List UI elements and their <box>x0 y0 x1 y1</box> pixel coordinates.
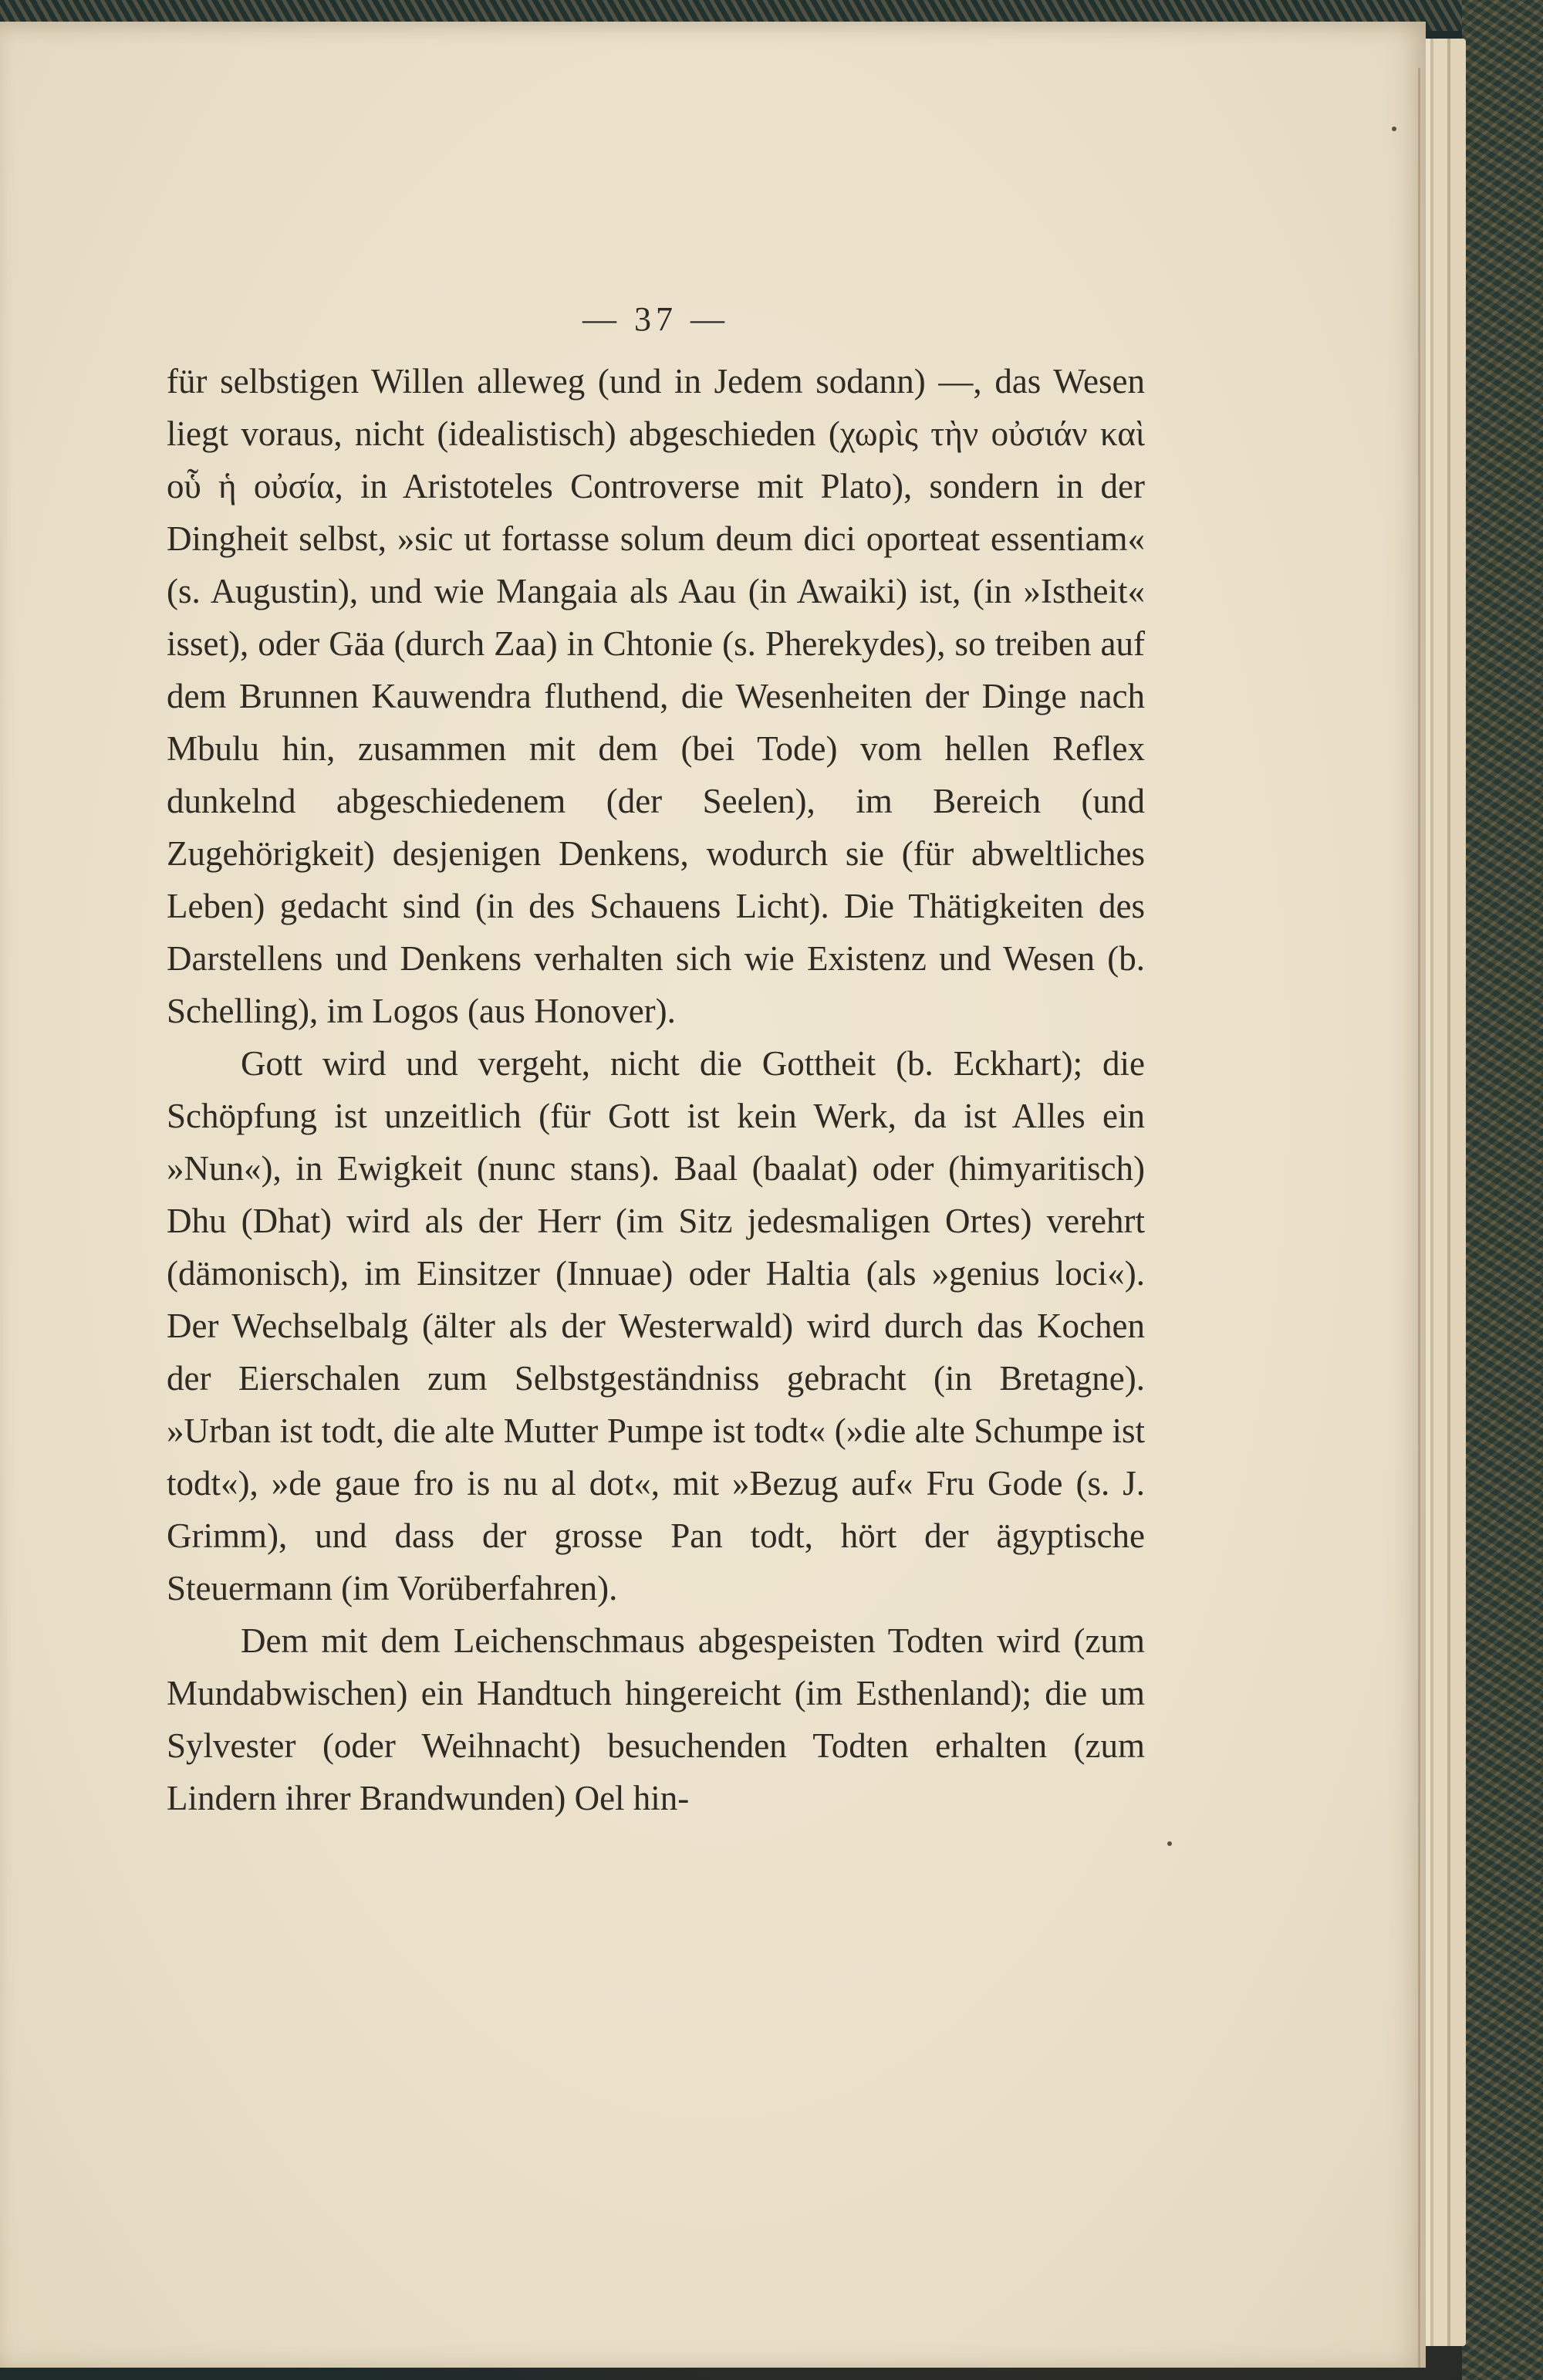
cover-edge-right <box>1462 0 1543 2380</box>
page-number: — 37 — <box>582 300 729 338</box>
ink-speck <box>1392 127 1396 131</box>
body-text <box>167 355 1145 1824</box>
page-fold-line <box>1418 68 1420 2368</box>
book-page <box>0 22 1426 2368</box>
paragraph-1: für selbstigen Willen alleweg (und in Jedem sodann) —, das Wesen liegt voraus, nicht (idealistisch) abgeschieden (χωρὶς τὴν οὐσιάν καὶ οὗ ἡ οὐσία, in Aristoteles Controverse mit Plato), sondern in der Dingheit selbst, »sic ut fortasse solum deum dici oporteat essentiam« (s. Augustin), und wie Mangaia als Aau (in Awaiki) ist, (in »Istheit« isset), oder Gäa (durch Zaa) in Chtonie (s. Pherekydes), so treiben auf dem Brunnen Kauwendra fluthend, die Wesenheiten der Dinge nach Mbulu hin, zusammen mit dem (bei Tode) vom hellen Reflex dunkelnd abgeschiedenem (der Seelen), im Bereich (und Zugehörigkeit) desjenigen Denkens, wodurch sie (für abweltliches Leben) gedacht sind (in des Schauens Licht). Die Thätigkeiten des Darstellens und Denkens verhalten sich wie Existenz und Wesen (b. Schelling), im Logos (aus Honover). <box>167 362 1145 1030</box>
paragraph-2: Gott wird und vergeht, nicht die Gottheit (b. Eckhart); die Schöpfung ist unzeitlich (für Gott ist kein Werk, da ist Alles ein »Nun«), in Ewigkeit (nunc stans). Baal (baalat) oder (himyaritisch) Dhu (Dhat) wird als der Herr (im Sitz jedesmaligen Ortes) verehrt (dämonisch), im Einsitzer (Innuae) oder Haltia (als »genius loci«). Der Wechselbalg (älter als der Westerwald) wird durch das Kochen der Eierschalen zum Selbstgeständniss gebracht (in Bretagne). »Urban ist todt, die alte Mutter Pumpe ist todt« (»die alte Schumpe ist todt«), »de gaue fro is nu al dot«, mit »Bezug auf« Fru Gode (s. J. Grimm), und dass der grosse Pan todt, hört der ägyptische Steuermann (im Vorüberfahren). <box>167 1044 1145 1608</box>
paragraph-3: Dem mit dem Leichenschmaus abgespeisten Todten wird (zum Mundabwischen) ein Handtuch hingereicht (im Esthenland); die um Sylvester (oder Weihnacht) besuchenden Todten erhalten (zum Lindern ihrer Brandwunden) Oel hin- <box>167 1621 1145 1817</box>
ink-speck <box>1167 1841 1172 1846</box>
